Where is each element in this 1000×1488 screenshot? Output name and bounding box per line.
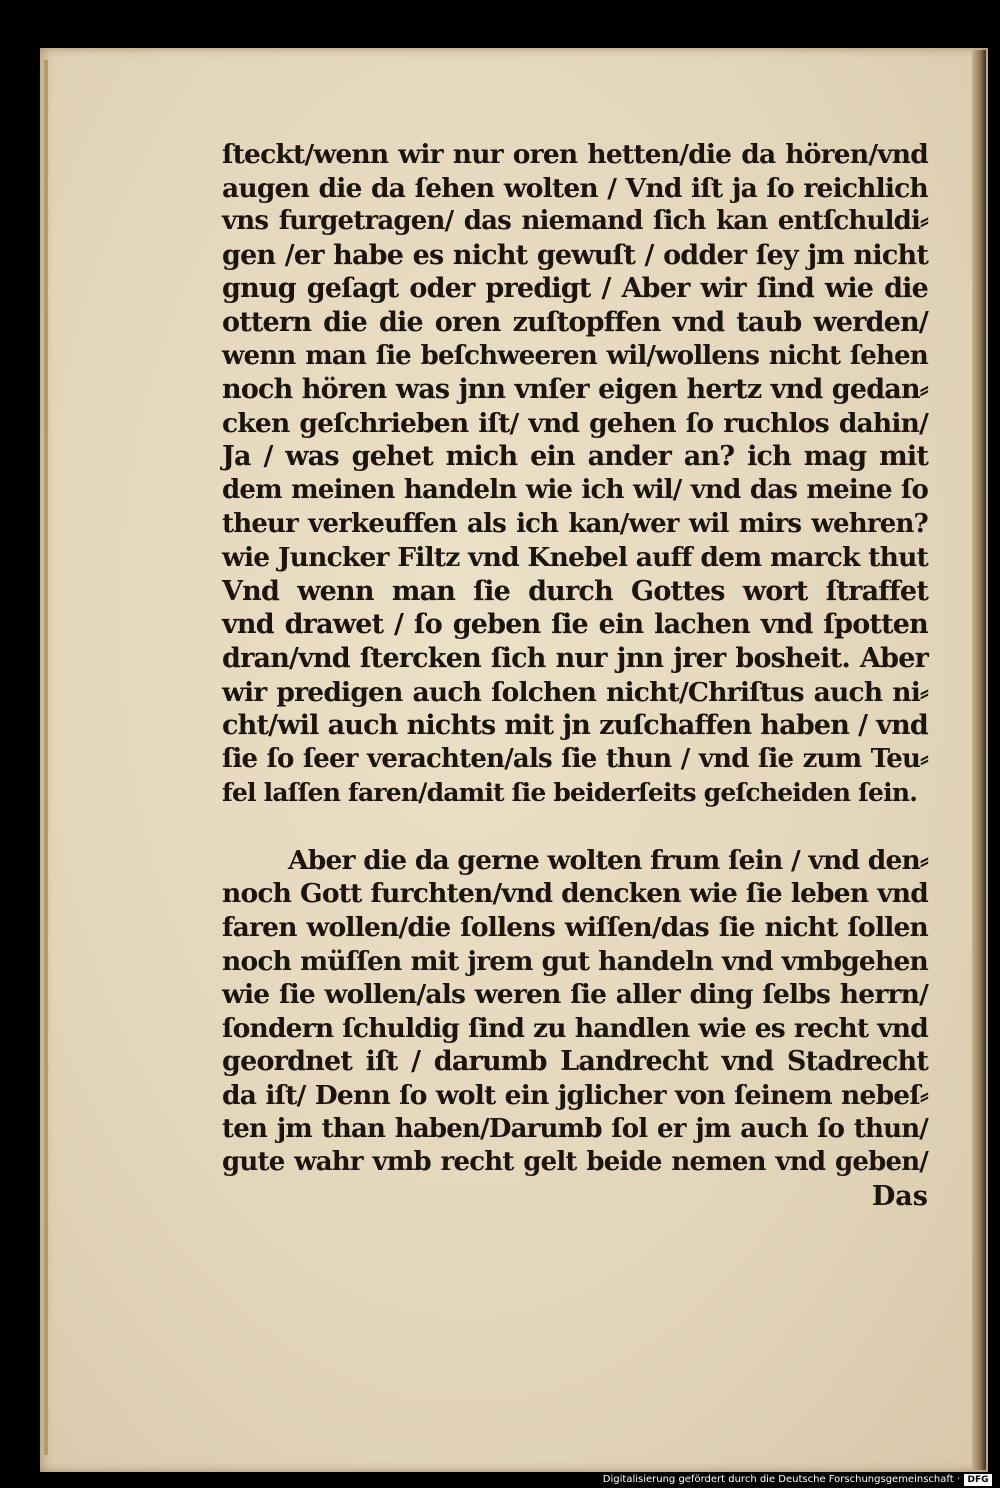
text-line: cht/wil auch nichts mit jn zuſchaffen haben / vnd (222, 710, 928, 742)
text-line: wenn man ſie beſchweeren wil/wollens nicht ſehen (222, 340, 928, 371)
text-line: ſie ſo ſeer verachten/als ſie thun / vnd ſie zum Teu⸗ (222, 743, 928, 774)
text-line: theur verkeuffen als ich kan/wer wil mirs wehren? (222, 508, 928, 539)
text-line: cken geſchrieben iſt/ vnd gehen ſo ruchlos dahin/ (222, 407, 928, 439)
footer-credit-text: Digitalisierung gefördert durch die Deutsche Forschungsgemeinschaft · (602, 1474, 960, 1485)
text-line: Ja / was gehet mich ein ander an? ich mag mit (222, 441, 928, 473)
text-line: gnug geſagt oder predigt / Aber wir ſind wie die (222, 273, 928, 305)
text-line: noch hören was jnn vnſer eigen hertz vnd gedan⸗ (222, 374, 928, 406)
dfg-logo-icon: DFG (964, 1474, 992, 1486)
text-line: augen die da ſehen wolten / Vnd iſt ja ſo reichlich (222, 172, 928, 204)
text-line: ottern die die oren zuſtopffen vnd taub werden/ (222, 306, 928, 338)
text-line: wie ſie wollen/als weren ſie aller ding ſelbs herrn/ (222, 979, 928, 1011)
text-line: noch Gott furchten/vnd dencken wie ſie leben vnd (222, 878, 928, 910)
text-line: wir predigen auch ſolchen nicht/Chriſtus auch ni⸗ (222, 676, 928, 708)
text-line: dem meinen handeln wie ich wil/ vnd das meine ſo (222, 474, 928, 505)
text-line: faren wollen/die ſollens wiſſen/das ſie nicht ſollen (222, 912, 928, 944)
page-edge-left (44, 60, 48, 1455)
text-line: ten jm than haben/Darumb ſol er jm auch ſo thun/ (222, 1113, 928, 1144)
text-line: ſteckt/wenn wir nur oren hetten/die da hören/vnd (222, 139, 928, 170)
text-line: noch müſſen mit jrem gut handeln vnd vmbgehen (222, 945, 928, 977)
text-line: wie Juncker Filtz vnd Knebel auff dem marck thut (222, 542, 928, 574)
text-line: geordnet iſt / darumb Landrecht vnd Stadrecht (222, 1046, 928, 1078)
page-text-block (222, 138, 928, 1213)
paragraph-1 (222, 138, 928, 810)
text-line: da iſt/ Denn ſo wolt ein jglicher von ſeinem nebeſ⸗ (222, 1080, 928, 1112)
text-line: Vnd wenn man ſie durch Gottes wort ſtraffet (222, 575, 928, 607)
text-line: ſondern ſchuldig ſind zu handlen wie es recht vnd (222, 1012, 928, 1044)
catchword: Das (871, 1180, 928, 1212)
text-line: vns furgetragen/ das niemand ſich kan entſchuldi⸗ (222, 206, 928, 237)
text-line: gute wahr vmb recht gelt beide nemen vnd geben/ (222, 1147, 928, 1178)
text-line: dran/vnd ſtercken ſich nur jnn jrer bosheit. Aber (222, 642, 928, 674)
paragraph-2 (222, 844, 928, 1214)
digitization-footer (0, 1472, 1000, 1488)
text-line: Aber die da gerne wolten frum ſein / vnd den⸗ (288, 844, 928, 876)
text-line: vnd drawet / ſo geben ſie ein lachen vnd ſpotten (222, 609, 928, 641)
page-edge-right (972, 50, 986, 1470)
text-line: gen /er habe es nicht gewuſt / odder ſey jm nicht (222, 239, 928, 271)
text-line: fel laſſen faren/damit ſie beiderſeits geſcheiden ſein. (222, 778, 918, 808)
